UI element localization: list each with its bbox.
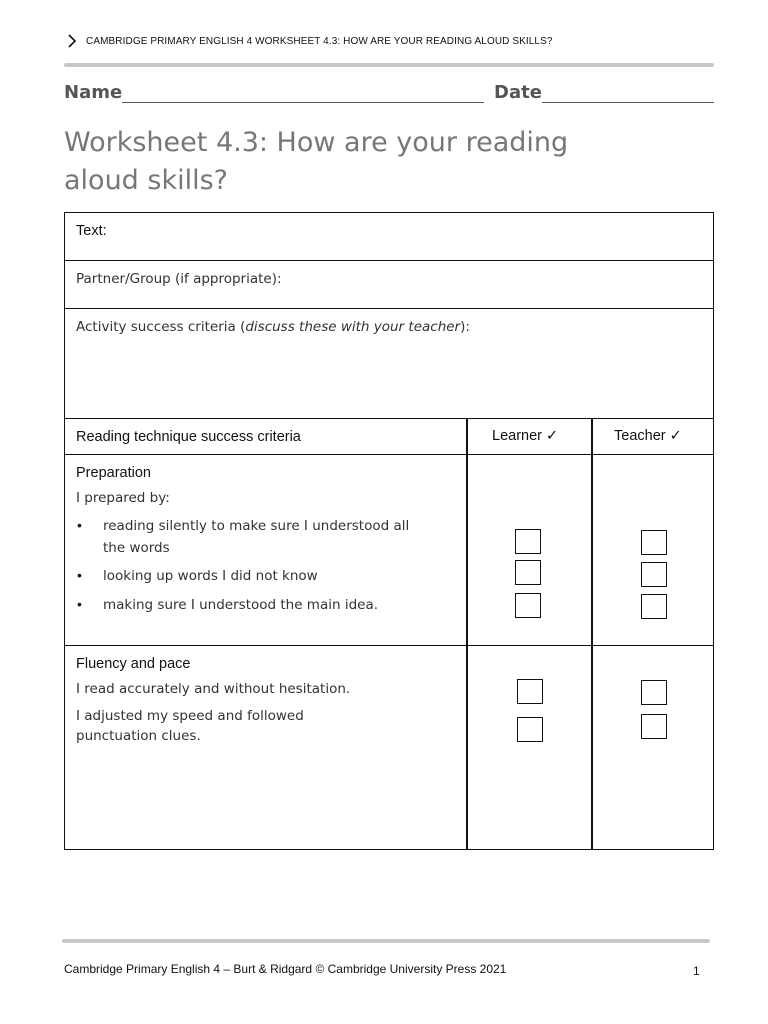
running-title: CAMBRIDGE PRIMARY ENGLISH 4 WORKSHEET 4.3: HOW ARE YOUR READING ALOUD SKILLS? <box>86 35 553 47</box>
criteria-label: Activity success criteria (discuss these with your teacher): <box>76 319 470 335</box>
preparation-heading: Preparation <box>76 465 151 481</box>
bullet-icon: • <box>77 596 82 612</box>
name-date-row <box>64 82 714 106</box>
learner-checkbox-prep-2[interactable] <box>515 560 541 585</box>
name-label: Name <box>64 82 123 103</box>
chevron-right-icon <box>66 33 78 49</box>
learner-checkbox-prep-1[interactable] <box>515 529 541 554</box>
col-technique: Reading technique success criteria <box>76 429 301 445</box>
col-teacher: Teacher ✓ <box>614 428 682 444</box>
teacher-checkbox-fluency-2[interactable] <box>641 714 667 739</box>
criteria-row[interactable] <box>65 309 713 419</box>
date-label: Date <box>494 82 542 103</box>
teacher-checkbox-prep-1[interactable] <box>641 530 667 555</box>
learner-checkbox-prep-3[interactable] <box>515 593 541 618</box>
fluency-line-1: I read accurately and without hesitation. <box>76 681 351 697</box>
fluency-row <box>65 646 713 851</box>
running-header <box>66 32 716 50</box>
date-field[interactable] <box>542 102 714 103</box>
teacher-checkbox-prep-3[interactable] <box>641 594 667 619</box>
name-field[interactable] <box>122 102 484 103</box>
teacher-checkbox-prep-2[interactable] <box>641 562 667 587</box>
text-row[interactable] <box>65 213 713 261</box>
header-rule <box>64 63 714 67</box>
footer-credit: Cambridge Primary English 4 – Burt & Ridgard © Cambridge University Press 2021 <box>64 962 507 976</box>
page-title <box>64 124 584 200</box>
fluency-line-3: punctuation clues. <box>76 728 201 744</box>
assessment-table <box>64 212 714 850</box>
prep-item-3: making sure I understood the main idea. <box>103 597 379 613</box>
column-divider-teacher <box>591 419 593 850</box>
footer-rule <box>62 939 710 943</box>
title-line-1: Worksheet 4.3: How are your reading <box>64 127 569 158</box>
page-number: 1 <box>693 964 700 978</box>
column-header-row <box>65 419 713 455</box>
learner-checkbox-fluency-1[interactable] <box>517 679 543 704</box>
bullet-icon: • <box>77 517 82 533</box>
partner-label: Partner/Group (if appropriate): <box>76 271 282 287</box>
prep-item-1: reading silently to make sure I understood all <box>103 518 410 534</box>
fluency-heading: Fluency and pace <box>76 656 191 672</box>
column-divider-learner <box>466 419 468 850</box>
prep-item-1-cont: the words <box>103 540 170 556</box>
prep-item-2: looking up words I did not know <box>103 568 318 584</box>
partner-row[interactable] <box>65 261 713 309</box>
bullet-icon: • <box>77 567 82 583</box>
preparation-row <box>65 455 713 646</box>
teacher-checkbox-fluency-1[interactable] <box>641 680 667 705</box>
title-line-2: aloud skills? <box>64 165 229 196</box>
preparation-intro: I prepared by: <box>76 490 170 506</box>
learner-checkbox-fluency-2[interactable] <box>517 717 543 742</box>
col-learner: Learner ✓ <box>492 428 559 444</box>
text-label: Text: <box>76 223 107 239</box>
fluency-line-2: I adjusted my speed and followed <box>76 708 304 724</box>
